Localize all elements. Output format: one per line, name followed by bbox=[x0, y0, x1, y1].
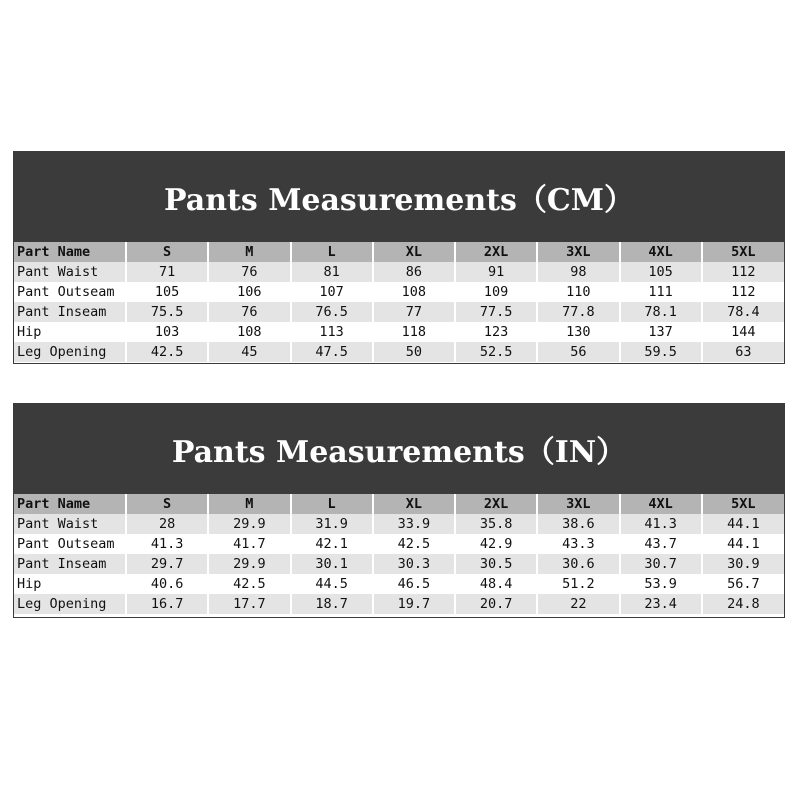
table-cell: 51.2 bbox=[537, 574, 619, 594]
table-cell: 29.9 bbox=[208, 554, 290, 574]
table-cell: 19.7 bbox=[373, 594, 455, 614]
table-cell: 52.5 bbox=[455, 342, 537, 362]
header-row bbox=[14, 242, 784, 262]
table-cell: 47.5 bbox=[291, 342, 373, 362]
measurement-table-in bbox=[14, 494, 784, 614]
table-cell: 41.3 bbox=[126, 534, 208, 554]
row-label: Pant Waist bbox=[14, 514, 126, 534]
table-cell: 107 bbox=[291, 282, 373, 302]
table-row bbox=[14, 282, 784, 302]
table-cell: 33.9 bbox=[373, 514, 455, 534]
table-cell: 40.6 bbox=[126, 574, 208, 594]
header-row bbox=[14, 494, 784, 514]
table-cell: 77.5 bbox=[455, 302, 537, 322]
column-header-size: S bbox=[126, 494, 208, 514]
table-cell: 17.7 bbox=[208, 594, 290, 614]
table-cell: 105 bbox=[620, 262, 702, 282]
table-cell: 59.5 bbox=[620, 342, 702, 362]
table-cell: 110 bbox=[537, 282, 619, 302]
table-cell: 75.5 bbox=[126, 302, 208, 322]
table-cell: 29.9 bbox=[208, 514, 290, 534]
column-header-size: 2XL bbox=[455, 242, 537, 262]
column-header-size: 5XL bbox=[702, 242, 784, 262]
table-cell: 108 bbox=[373, 282, 455, 302]
table-cell: 71 bbox=[126, 262, 208, 282]
table-cell: 35.8 bbox=[455, 514, 537, 534]
column-header-part-name: Part Name bbox=[14, 494, 126, 514]
table-cell: 43.3 bbox=[537, 534, 619, 554]
table-cell: 112 bbox=[702, 262, 784, 282]
column-header-size: M bbox=[208, 494, 290, 514]
table-row bbox=[14, 342, 784, 362]
column-header-size: 4XL bbox=[620, 242, 702, 262]
table-cell: 112 bbox=[702, 282, 784, 302]
row-label: Hip bbox=[14, 574, 126, 594]
table-row bbox=[14, 574, 784, 594]
row-label: Leg Opening bbox=[14, 342, 126, 362]
column-header-size: 3XL bbox=[537, 242, 619, 262]
column-header-part-name: Part Name bbox=[14, 242, 126, 262]
table-cell: 48.4 bbox=[455, 574, 537, 594]
table-cell: 42.5 bbox=[208, 574, 290, 594]
table-cell: 20.7 bbox=[455, 594, 537, 614]
title-bar-cm bbox=[14, 152, 784, 242]
table-cell: 78.4 bbox=[702, 302, 784, 322]
table-cell: 106 bbox=[208, 282, 290, 302]
table-cell: 30.1 bbox=[291, 554, 373, 574]
table-cell: 77 bbox=[373, 302, 455, 322]
table-cell: 24.8 bbox=[702, 594, 784, 614]
table-cell: 46.5 bbox=[373, 574, 455, 594]
table-cell: 44.5 bbox=[291, 574, 373, 594]
row-label: Hip bbox=[14, 322, 126, 342]
table-cell: 16.7 bbox=[126, 594, 208, 614]
table-cell: 22 bbox=[537, 594, 619, 614]
table-cell: 30.6 bbox=[537, 554, 619, 574]
table-cell: 109 bbox=[455, 282, 537, 302]
size-chart-cm bbox=[13, 151, 785, 364]
chart-title-cm: Pants Measurements（CM） bbox=[164, 183, 634, 218]
column-header-size: M bbox=[208, 242, 290, 262]
measurement-table-cm bbox=[14, 242, 784, 362]
column-header-size: 3XL bbox=[537, 494, 619, 514]
table-cell: 78.1 bbox=[620, 302, 702, 322]
table-cell: 105 bbox=[126, 282, 208, 302]
table-cell: 30.5 bbox=[455, 554, 537, 574]
table-cell: 76 bbox=[208, 302, 290, 322]
size-chart-in bbox=[13, 403, 785, 618]
table-cell: 45 bbox=[208, 342, 290, 362]
table-cell: 30.9 bbox=[702, 554, 784, 574]
table-cell: 76 bbox=[208, 262, 290, 282]
table-cell: 42.1 bbox=[291, 534, 373, 554]
table-cell: 86 bbox=[373, 262, 455, 282]
table-cell: 123 bbox=[455, 322, 537, 342]
column-header-size: 2XL bbox=[455, 494, 537, 514]
table-cell: 42.9 bbox=[455, 534, 537, 554]
table-cell: 18.7 bbox=[291, 594, 373, 614]
table-cell: 108 bbox=[208, 322, 290, 342]
row-label: Pant Waist bbox=[14, 262, 126, 282]
column-header-size: L bbox=[291, 242, 373, 262]
table-cell: 130 bbox=[537, 322, 619, 342]
table-cell: 28 bbox=[126, 514, 208, 534]
table-cell: 42.5 bbox=[126, 342, 208, 362]
table-row bbox=[14, 302, 784, 322]
table-cell: 43.7 bbox=[620, 534, 702, 554]
column-header-size: S bbox=[126, 242, 208, 262]
table-cell: 50 bbox=[373, 342, 455, 362]
table-cell: 41.7 bbox=[208, 534, 290, 554]
table-cell: 56 bbox=[537, 342, 619, 362]
table-cell: 111 bbox=[620, 282, 702, 302]
table-cell: 113 bbox=[291, 322, 373, 342]
column-header-size: 4XL bbox=[620, 494, 702, 514]
row-label: Pant Inseam bbox=[14, 554, 126, 574]
table-cell: 76.5 bbox=[291, 302, 373, 322]
row-label: Leg Opening bbox=[14, 594, 126, 614]
table-row bbox=[14, 594, 784, 614]
column-header-size: XL bbox=[373, 494, 455, 514]
column-header-size: 5XL bbox=[702, 494, 784, 514]
table-cell: 29.7 bbox=[126, 554, 208, 574]
table-cell: 137 bbox=[620, 322, 702, 342]
row-label: Pant Inseam bbox=[14, 302, 126, 322]
table-cell: 103 bbox=[126, 322, 208, 342]
table-row bbox=[14, 262, 784, 282]
table-cell: 56.7 bbox=[702, 574, 784, 594]
table-row bbox=[14, 322, 784, 342]
table-cell: 44.1 bbox=[702, 514, 784, 534]
row-label: Pant Outseam bbox=[14, 534, 126, 554]
table-row bbox=[14, 534, 784, 554]
title-bar-in bbox=[14, 404, 784, 494]
table-cell: 31.9 bbox=[291, 514, 373, 534]
table-cell: 118 bbox=[373, 322, 455, 342]
table-cell: 44.1 bbox=[702, 534, 784, 554]
table-cell: 41.3 bbox=[620, 514, 702, 534]
table-cell: 144 bbox=[702, 322, 784, 342]
column-header-size: XL bbox=[373, 242, 455, 262]
table-cell: 53.9 bbox=[620, 574, 702, 594]
table-row bbox=[14, 554, 784, 574]
table-cell: 30.7 bbox=[620, 554, 702, 574]
table-row bbox=[14, 514, 784, 534]
table-cell: 63 bbox=[702, 342, 784, 362]
table-cell: 42.5 bbox=[373, 534, 455, 554]
table-cell: 77.8 bbox=[537, 302, 619, 322]
chart-title-in: Pants Measurements（IN） bbox=[171, 435, 627, 470]
table-cell: 98 bbox=[537, 262, 619, 282]
table-cell: 38.6 bbox=[537, 514, 619, 534]
table-cell: 23.4 bbox=[620, 594, 702, 614]
table-cell: 30.3 bbox=[373, 554, 455, 574]
table-cell: 91 bbox=[455, 262, 537, 282]
table-cell: 81 bbox=[291, 262, 373, 282]
column-header-size: L bbox=[291, 494, 373, 514]
row-label: Pant Outseam bbox=[14, 282, 126, 302]
